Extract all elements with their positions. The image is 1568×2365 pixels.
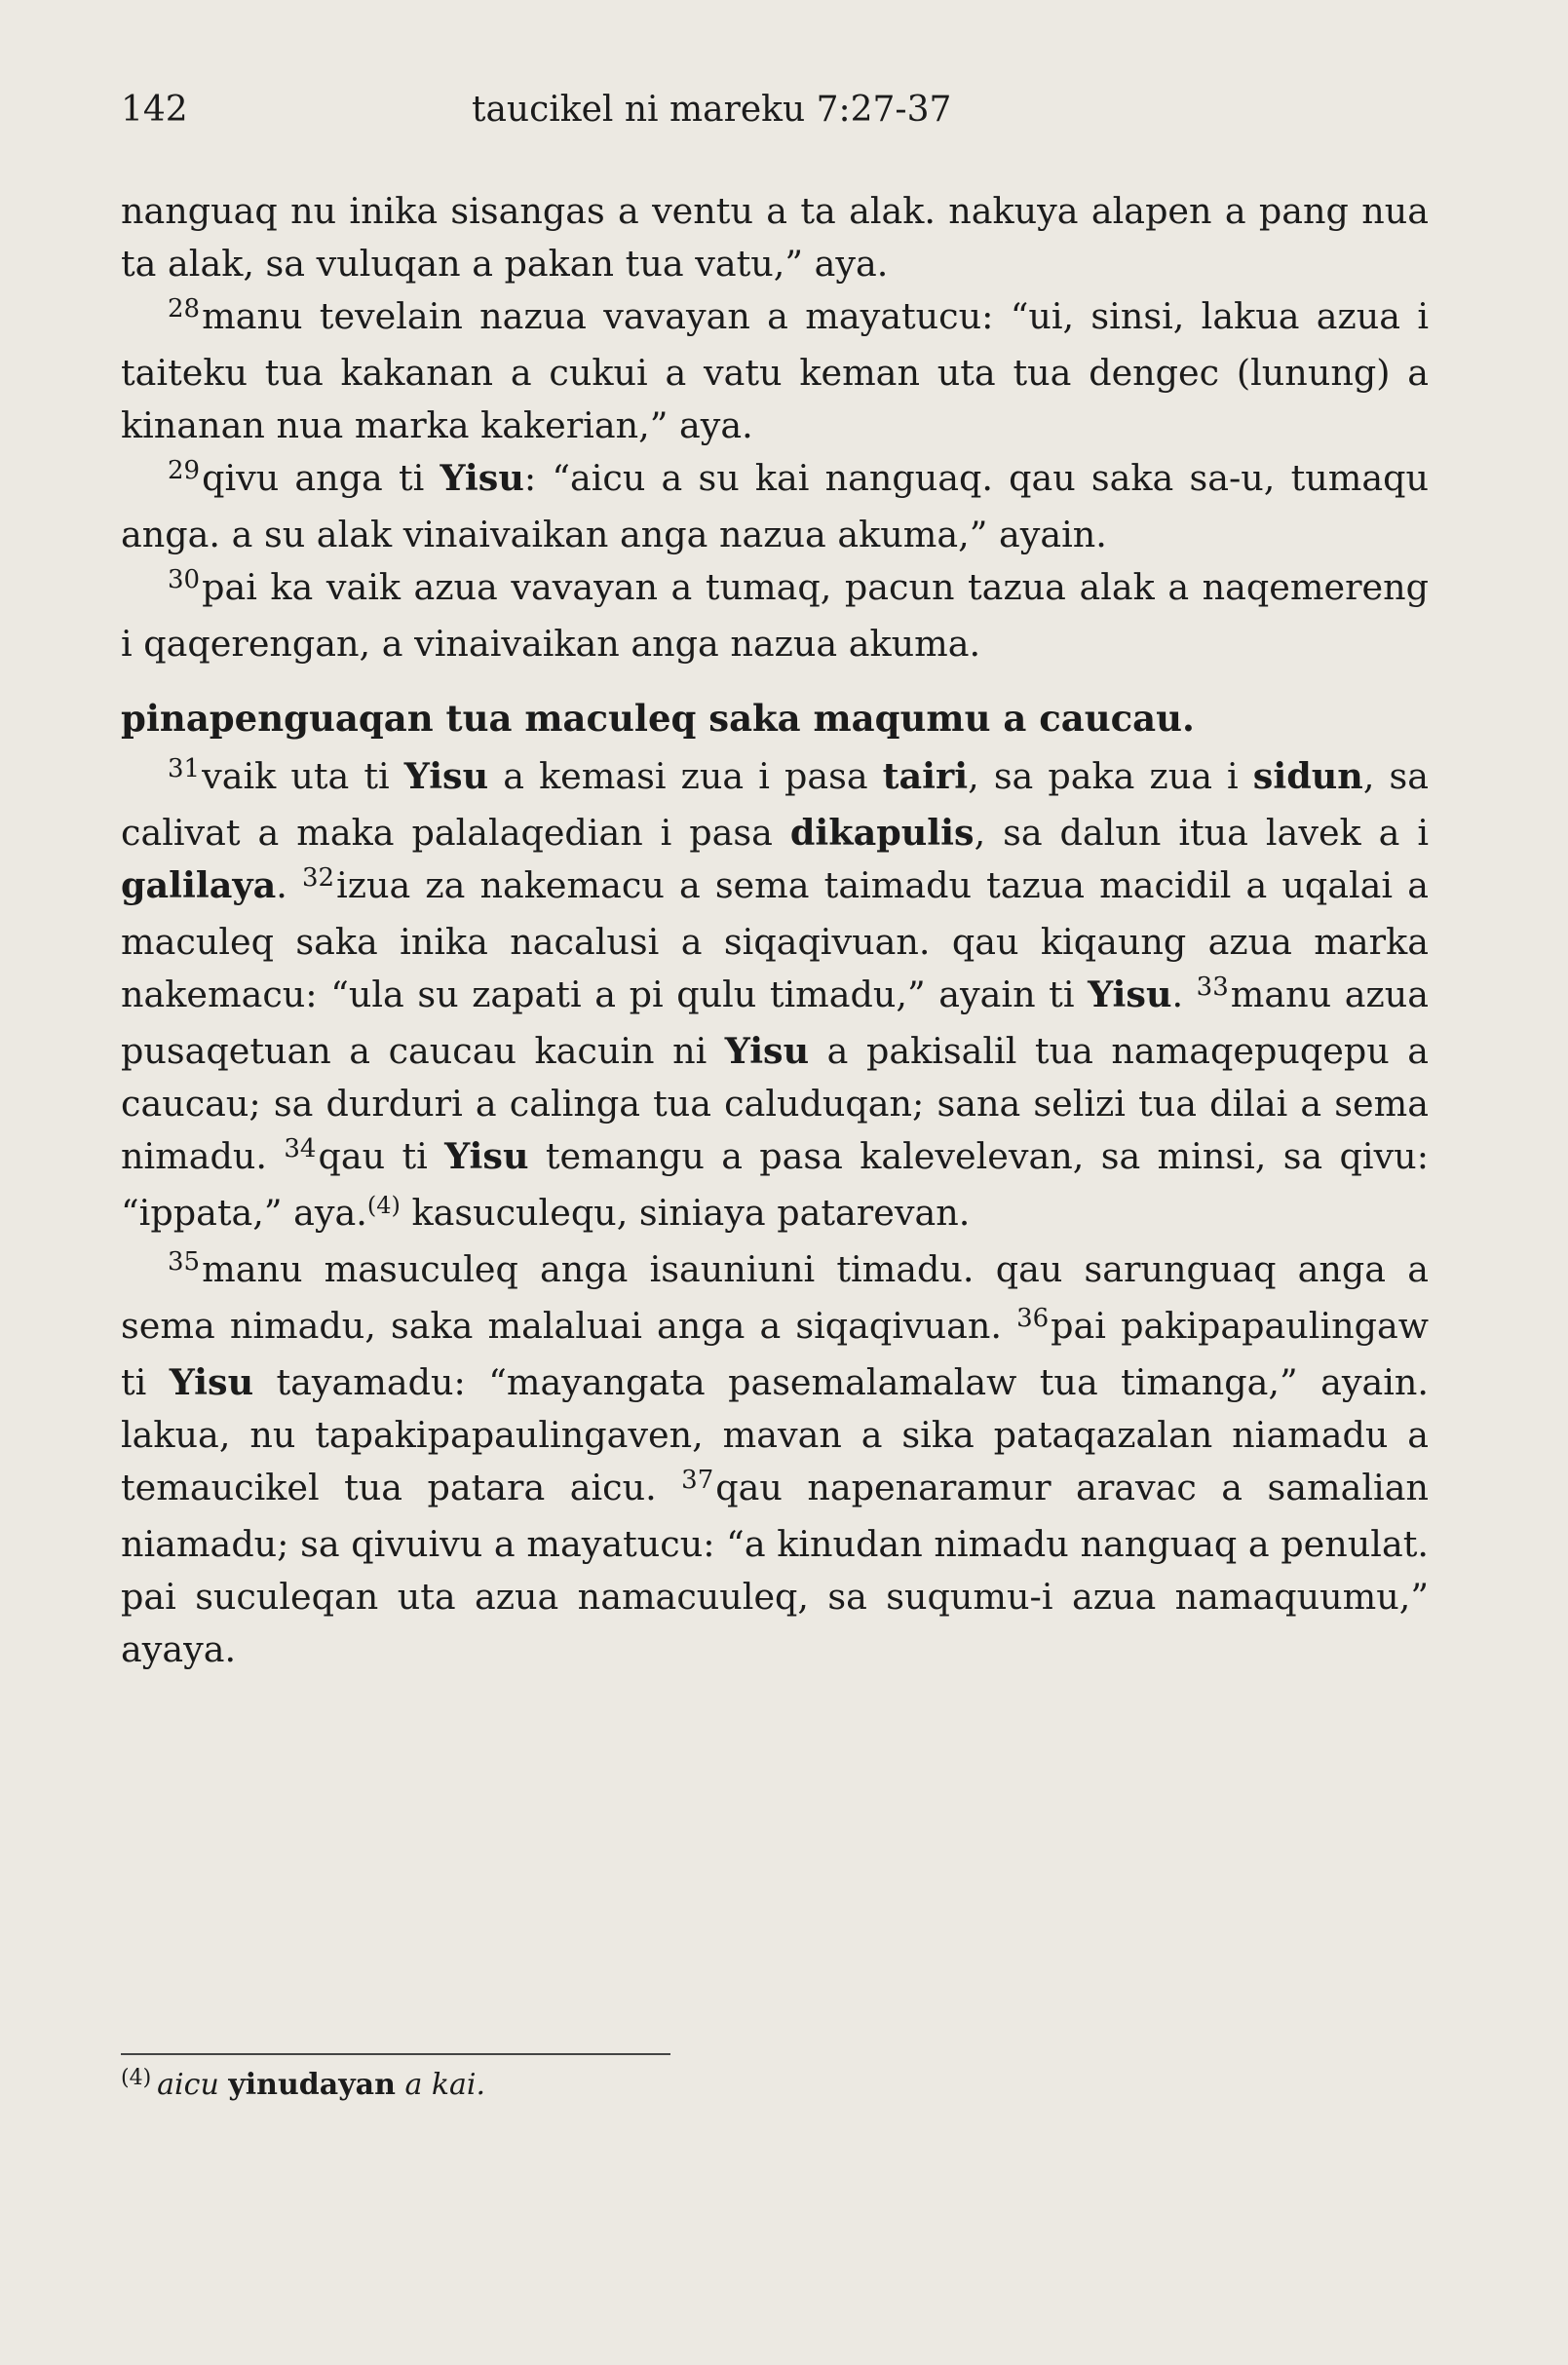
text-run: manu azua pusaqetuan a caucau kacuin ni bbox=[121, 973, 1429, 1072]
bold-name: tairi bbox=[882, 755, 969, 797]
paragraph bbox=[121, 750, 1429, 1243]
verse-number: 28 bbox=[168, 294, 201, 324]
paragraph bbox=[121, 185, 1429, 290]
text-run: qivu anga ti bbox=[202, 457, 440, 499]
text-run: , sa calivat a maka palalaqedian i pasa bbox=[121, 755, 1429, 854]
text-run: pai ka vaik azua vavayan a tumaq, pacun tazua alak a naqemereng i qaqerengan, a vinaivaikan anga nazua akuma. bbox=[121, 566, 1429, 665]
text-run: manu tevelain nazua vavayan a mayatucu: “ui, sinsi, lakua azua i taiteku tua kakanan a cukui a vatu keman uta tua dengec (lunung) a kinanan nua marka kakerian,” aya. bbox=[121, 295, 1429, 446]
bold-name: Yisu bbox=[440, 457, 524, 499]
footnote-number: (4) bbox=[121, 2066, 152, 2090]
bold-name: Yisu bbox=[1088, 973, 1172, 1015]
text-run: izua za nakemacu a sema taimadu tazua macidil a uqalai a maculeq saka inika nacalusi a siqaqivuan. qau kiqaung azua marka nakemacu: “ula su zapati a pi qulu timadu,” ayain ti bbox=[121, 864, 1429, 1015]
footnote-word-a-kai: a kai. bbox=[404, 2068, 486, 2102]
bold-name: Yisu bbox=[403, 755, 489, 797]
verse-number: 32 bbox=[302, 863, 335, 893]
bold-name: dikapulis bbox=[789, 812, 975, 854]
running-title: taucikel ni mareku 7:27-37 bbox=[472, 90, 952, 130]
bold-name: Yisu bbox=[444, 1135, 529, 1177]
bold-name: Yisu bbox=[169, 1361, 254, 1403]
footnote-reference: (4) bbox=[366, 1192, 401, 1219]
text-run: . bbox=[1171, 973, 1197, 1015]
text-run: , sa dalun itua lavek a i bbox=[974, 812, 1429, 854]
footnote-rule bbox=[121, 2053, 670, 2055]
bold-name: Yisu bbox=[724, 1030, 810, 1072]
text-run: a kemasi zua i pasa bbox=[488, 755, 883, 797]
footnote bbox=[121, 2064, 485, 2110]
text-run: nanguaq nu inika sisangas a ventu a ta alak. nakuya alapen a pang nua ta alak, sa vuluqan a pakan tua vatu,” aya. bbox=[121, 190, 1429, 285]
verse-number: 35 bbox=[168, 1247, 201, 1277]
text-run: tayamadu: “mayangata pasemalamalaw tua timanga,” ayain. lakua, nu tapakipapaulingaven, mavan a sika pataqazalan niamadu a temaucikel tua patara aicu. bbox=[121, 1361, 1429, 1508]
paragraph bbox=[121, 1243, 1429, 1676]
text-run: . bbox=[276, 864, 303, 906]
text-run: pai pakipapaulingaw ti bbox=[121, 1305, 1429, 1403]
verse-number: 30 bbox=[168, 565, 201, 594]
page-number: 142 bbox=[121, 90, 188, 130]
verse-number: 31 bbox=[168, 754, 201, 783]
body-text bbox=[121, 185, 1429, 1676]
text-run: : “aicu a su kai nanguaq. qau saka sa-u, tumaqu anga. a su alak vinaivaikan anga nazua akuma,” ayain. bbox=[121, 457, 1429, 555]
footnote-word-aicu: aicu bbox=[157, 2068, 219, 2102]
paragraph bbox=[121, 561, 1429, 670]
text-run: vaik uta ti bbox=[202, 755, 404, 797]
bold-name: sidun bbox=[1252, 755, 1363, 797]
bold-name: galilaya bbox=[121, 864, 277, 906]
page-header bbox=[121, 90, 1446, 148]
footnote-word-yinudayan: yinudayan bbox=[228, 2068, 396, 2102]
text-run: , sa paka zua i bbox=[968, 755, 1253, 797]
verse-number: 36 bbox=[1016, 1304, 1050, 1333]
verse-number: 29 bbox=[168, 456, 201, 485]
text-run: pinapenguaqan tua maculeq saka maqumu a caucau. bbox=[121, 697, 1195, 740]
paragraph bbox=[121, 452, 1429, 561]
verse-number: 33 bbox=[1196, 973, 1229, 1002]
text-run: manu masuculeq anga isauniuni timadu. qau sarunguaq anga a sema nimadu, saka malaluai anga a siqaqivuan. bbox=[121, 1248, 1429, 1347]
text-run: temangu a pasa kalevelevan, sa minsi, sa qivu: “ippata,” aya. bbox=[121, 1135, 1429, 1234]
text-run: kasuculequ, siniaya patarevan. bbox=[400, 1192, 971, 1234]
section-heading bbox=[121, 692, 1429, 744]
text-run: qau ti bbox=[318, 1135, 445, 1177]
verse-number: 34 bbox=[284, 1134, 317, 1163]
verse-number: 37 bbox=[681, 1466, 714, 1495]
paragraph bbox=[121, 290, 1429, 452]
text-run: qau napenaramur aravac a samalian niamadu; sa qivuivu a mayatucu: “a kinudan nimadu nanguaq a penulat. pai suculeqan uta azua namacuuleq, sa suqumu-i azua namaquumu,” ayaya. bbox=[121, 1467, 1429, 1670]
text-run: a pakisalil tua namaqepuqepu a caucau; sa durduri a calinga tua caluduqan; sana selizi tua dilai a sema nimadu. bbox=[121, 1030, 1429, 1177]
